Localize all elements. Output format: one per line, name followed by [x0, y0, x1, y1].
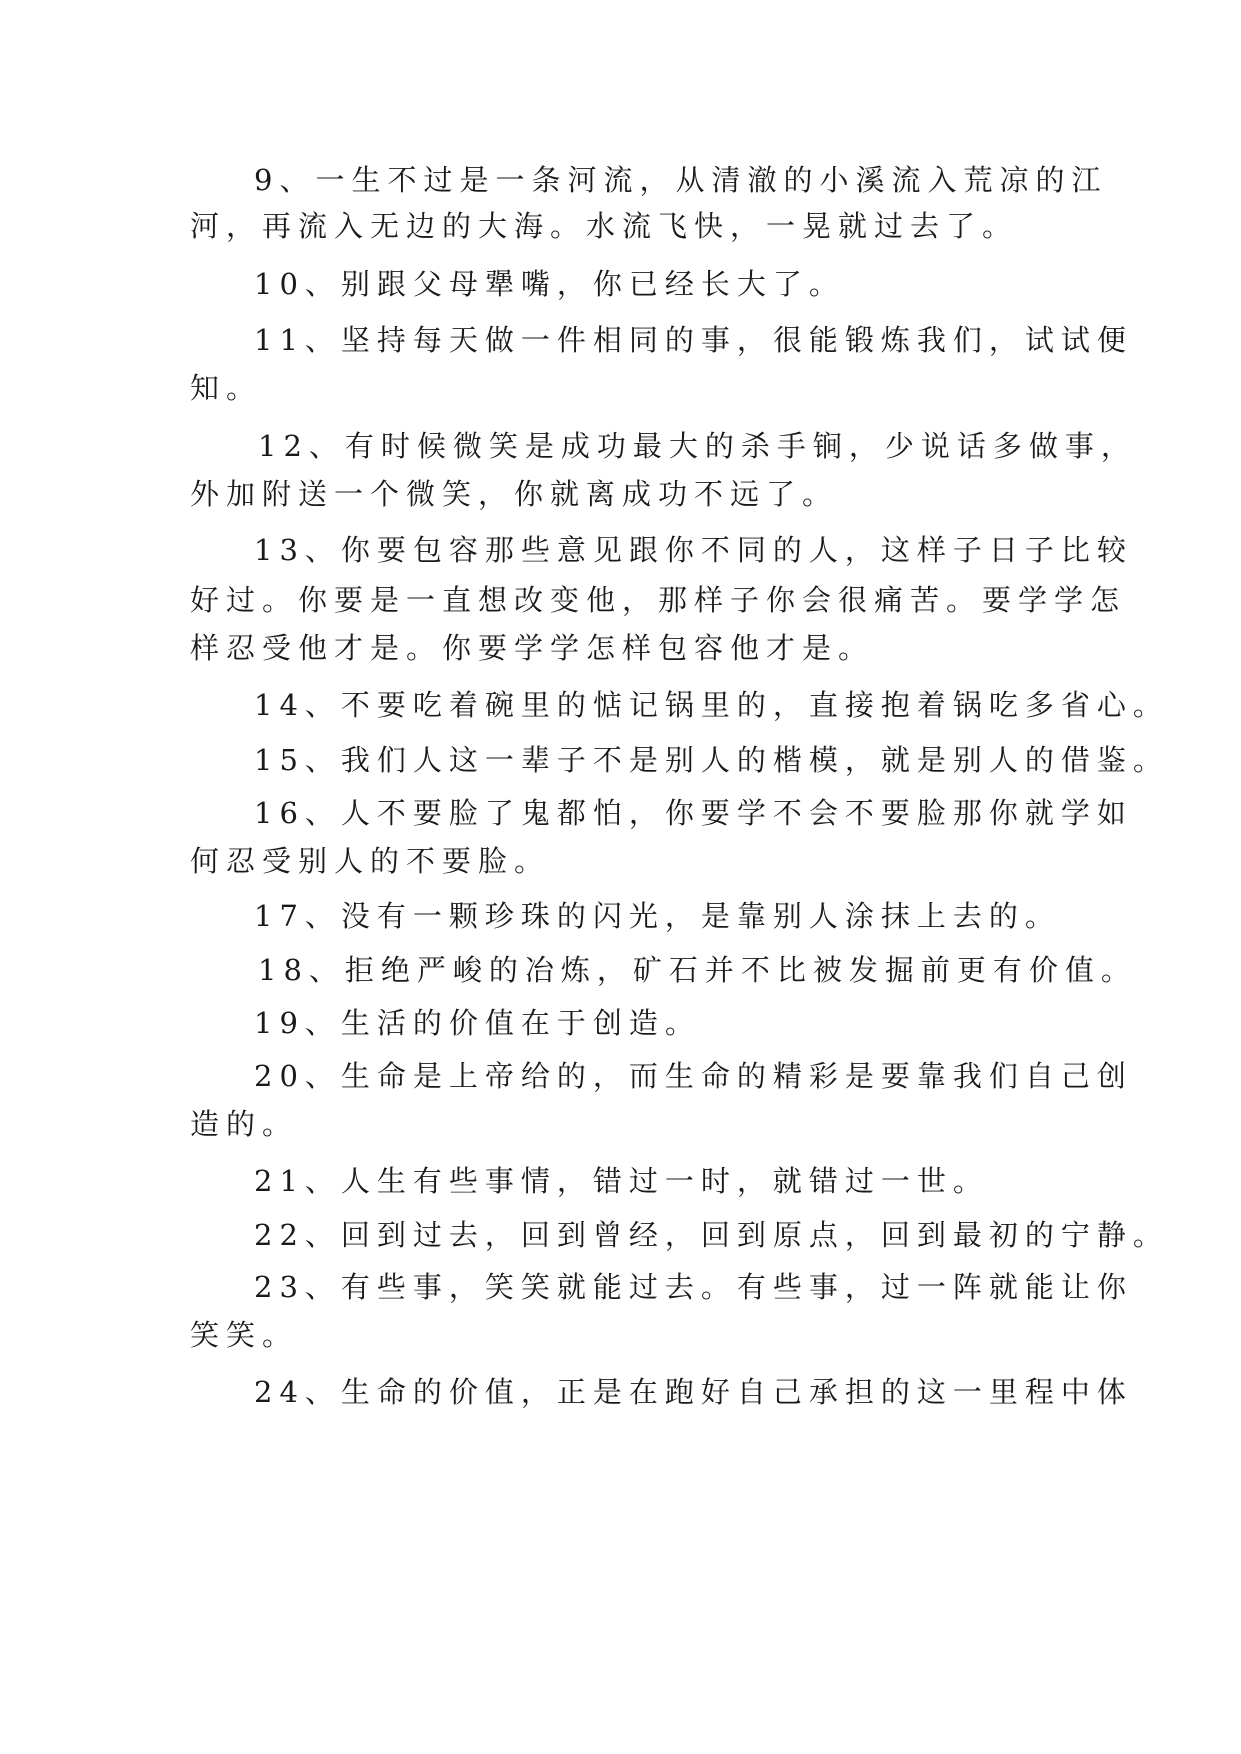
paragraph-line: 知。 [190, 371, 263, 405]
paragraph-line: 13、你要包容那些意见跟你不同的人，这样子日子比较 [254, 533, 1133, 567]
paragraph-line: 何忍受别人的不要脸。 [190, 844, 551, 878]
paragraph-line: 24、生命的价值，正是在跑好自己承担的这一里程中体 [254, 1375, 1133, 1409]
paragraph-line: 河，再流入无边的大海。水流飞快，一晃就过去了。 [190, 209, 1019, 243]
paragraph-line: 12、有时候微笑是成功最大的杀手锏，少说话多做事， [258, 429, 1137, 463]
paragraph-line: 22、回到过去，回到曾经，回到原点，回到最初的宁静。 [254, 1218, 1169, 1252]
paragraph-line: 9、一生不过是一条河流，从清澈的小溪流入荒凉的江 [254, 163, 1108, 197]
paragraph-line: 17、没有一颗珍珠的闪光，是靠别人涂抹上去的。 [254, 899, 1061, 933]
paragraph-line: 14、不要吃着碗里的惦记锅里的，直接抱着锅吃多省心。 [254, 688, 1169, 722]
paragraph-line: 16、人不要脸了鬼都怕，你要学不会不要脸那你就学如 [254, 796, 1133, 830]
paragraph-line: 11、坚持每天做一件相同的事，很能锻炼我们，试试便 [254, 323, 1133, 357]
paragraph-line: 20、生命是上帝给的，而生命的精彩是要靠我们自己创 [254, 1059, 1133, 1093]
paragraph-line: 好过。你要是一直想改变他，那样子你会很痛苦。要学学怎 [190, 583, 1127, 617]
paragraph-line: 15、我们人这一辈子不是别人的楷模，就是别人的借鉴。 [254, 743, 1169, 777]
paragraph-line: 19、生活的价值在于创造。 [254, 1006, 701, 1040]
paragraph-line: 23、有些事，笑笑就能过去。有些事，过一阵就能让你 [254, 1270, 1133, 1304]
paragraph-line: 外加附送一个微笑，你就离成功不远了。 [190, 477, 839, 511]
paragraph-line: 笑笑。 [190, 1318, 299, 1352]
paragraph-line: 样忍受他才是。你要学学怎样包容他才是。 [190, 631, 875, 665]
paragraph-line: 18、拒绝严峻的冶炼，矿石并不比被发掘前更有价值。 [258, 953, 1137, 987]
paragraph-line: 21、人生有些事情，错过一时，就错过一世。 [254, 1164, 989, 1198]
paragraph-line: 造的。 [190, 1107, 299, 1141]
paragraph-line: 10、别跟父母犟嘴，你已经长大了。 [254, 267, 845, 301]
